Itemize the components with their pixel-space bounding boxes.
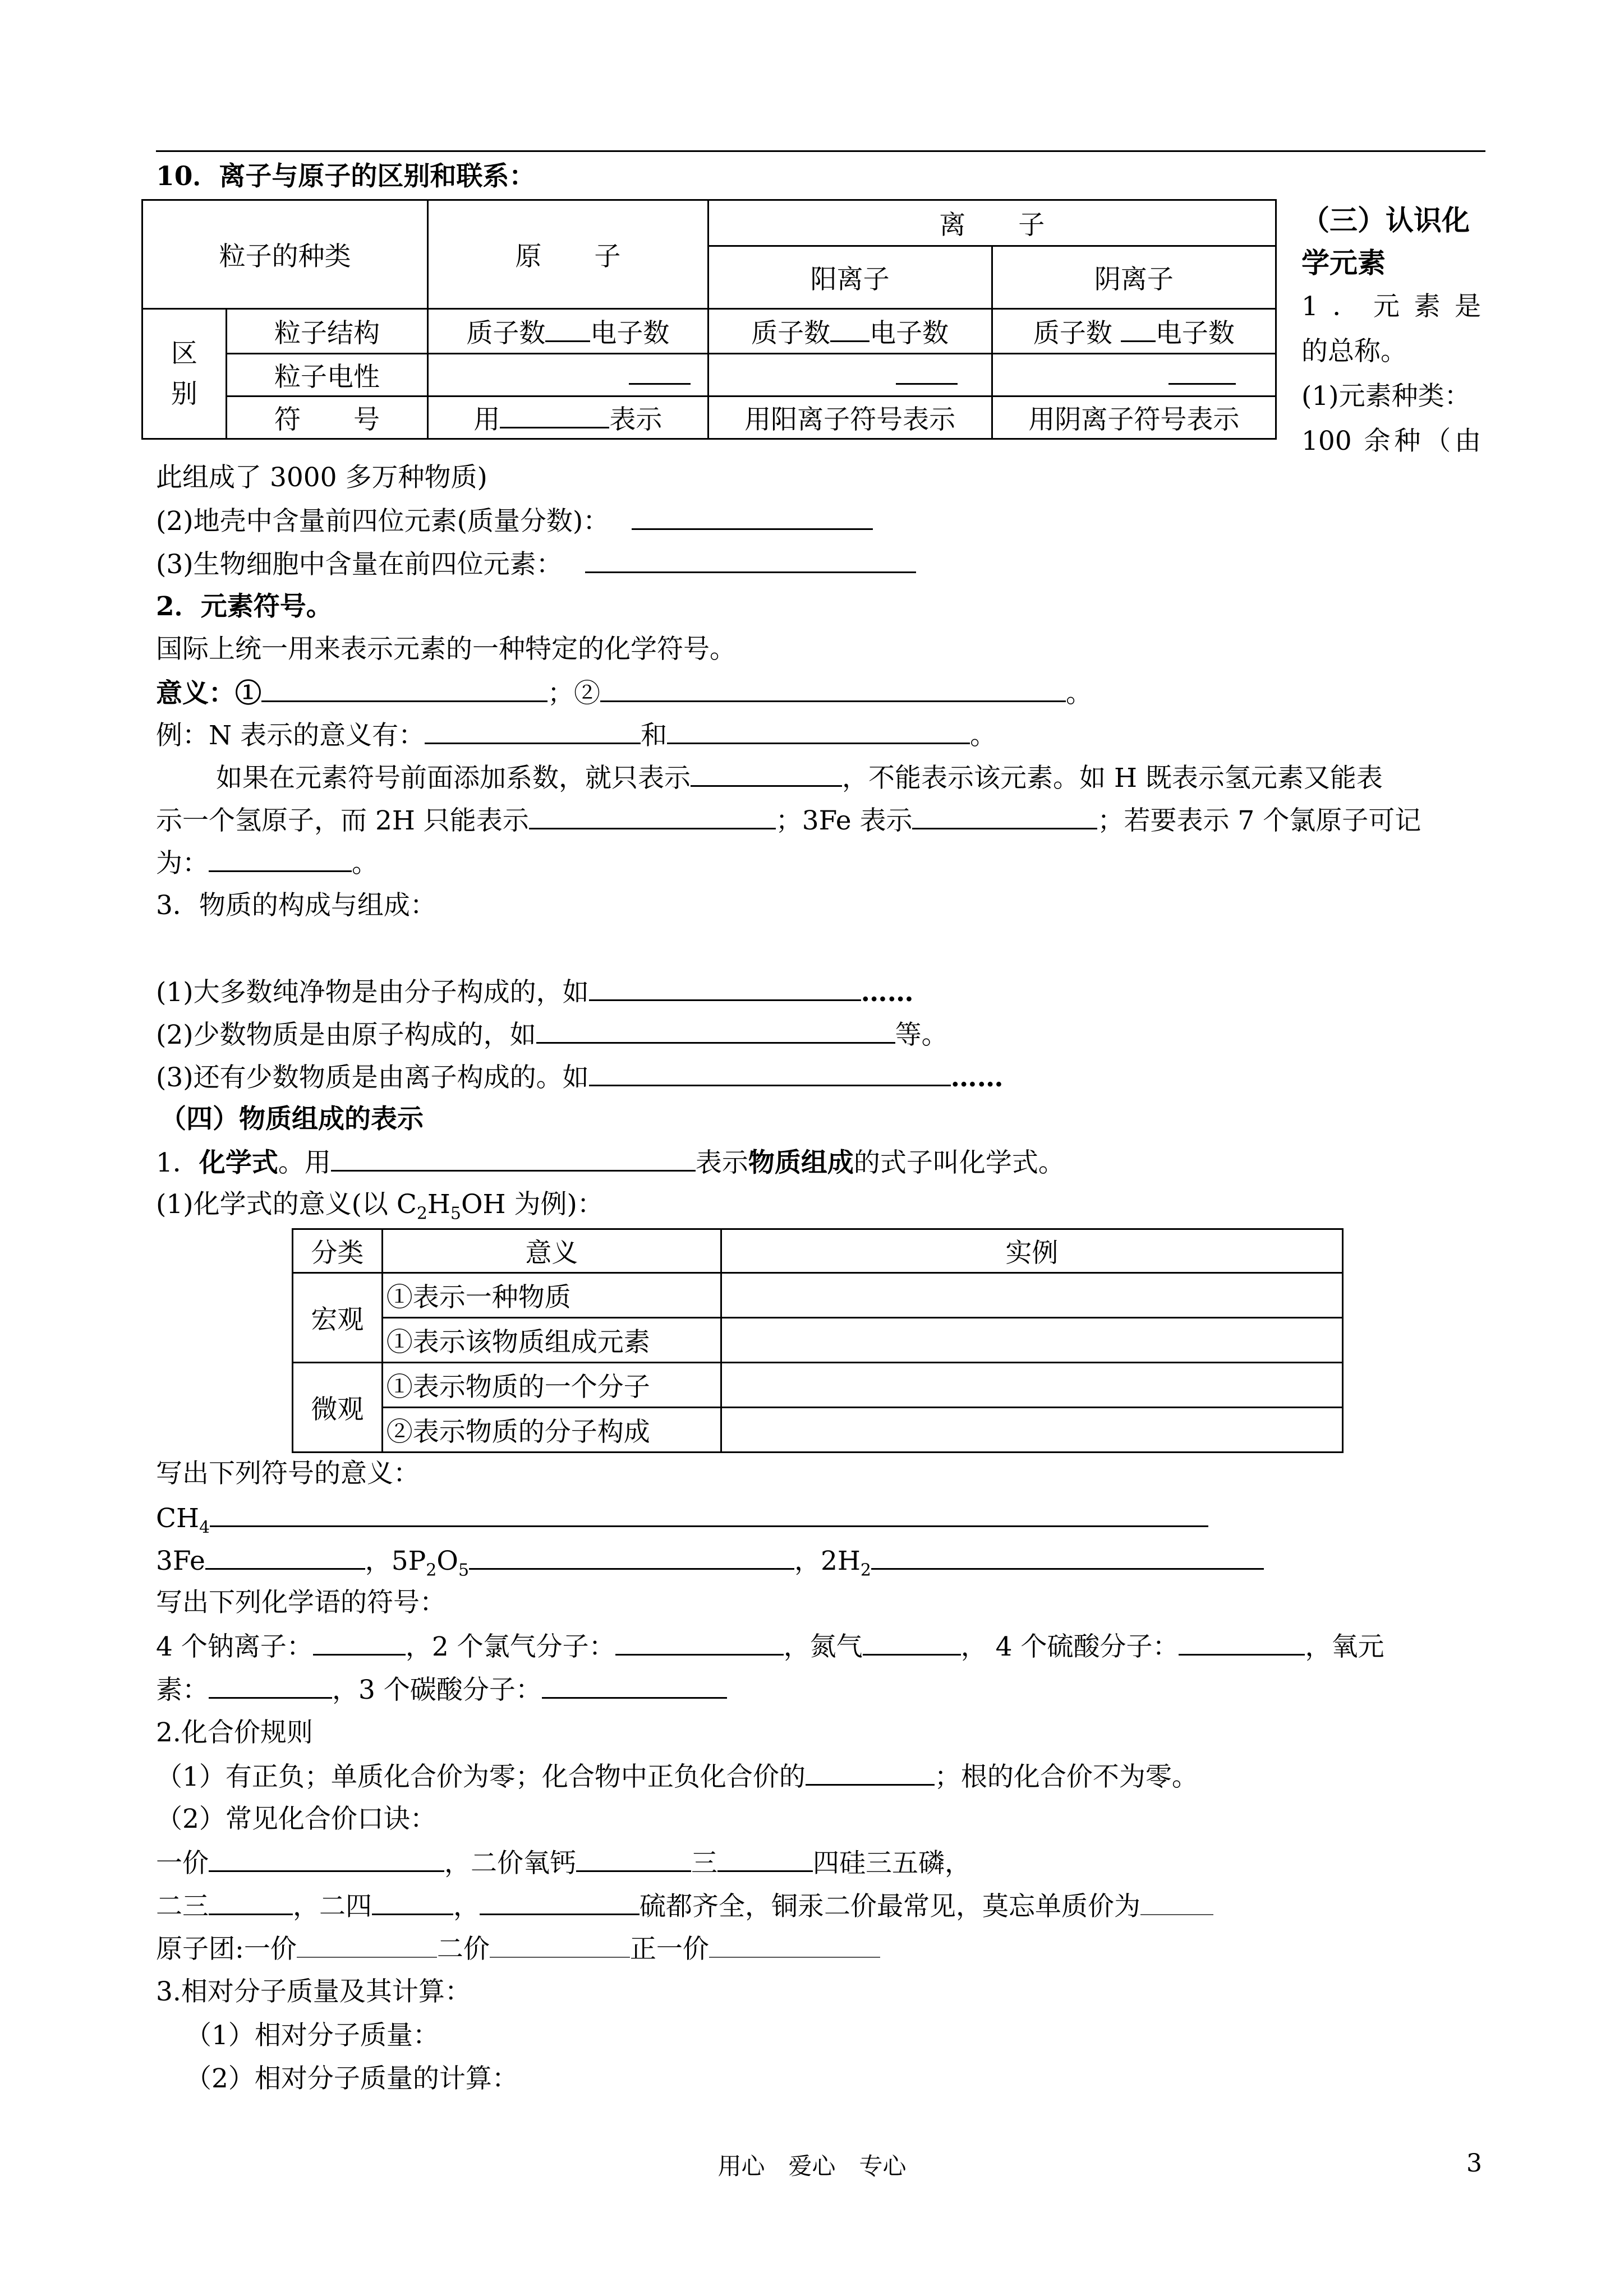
line-10: 为： 。 (156, 846, 378, 880)
cell-cation-charge (708, 354, 992, 397)
t2-row-meaning: ①表示一种物质 (382, 1273, 721, 1318)
line-m15: （2）相对分子质量的计算： (185, 2063, 518, 2094)
section-10-title: 10．离子与原子的区别和联系： (156, 161, 536, 192)
header-anion: 阴离子 (992, 246, 1276, 309)
line-m12: 原子团:一价 二价 正一价 (156, 1932, 880, 1966)
side-column (1301, 199, 1481, 464)
cell-anion-symbol: 用阴离子符号表示 (992, 397, 1276, 439)
row-group-difference: 区 别 (142, 309, 227, 439)
header-rule (156, 150, 1485, 152)
line-m03: 3Fe ，$5P_2O_5$ ，$2H_2$ (156, 1543, 1264, 1587)
side-line-1b: 的总称。 (1301, 336, 1407, 367)
line-m10: 一价 ，二价氧钙 三 四硅三五磷， (156, 1846, 971, 1880)
line-16: 1．化学式。用 表示物质组成的式子叫化学式。 (156, 1145, 1065, 1180)
t2-row-example (721, 1318, 1342, 1363)
line-3: (3)生物细胞中含量在前四位元素： (156, 547, 916, 582)
line-17: (1)化学式的意义(以 $C_2H_5OH$ 为例)： (156, 1189, 604, 1224)
t2-row-meaning: ②表示物质的分子构成 (382, 1408, 721, 1453)
cell-anion-structure: 质子数 电子数 (992, 309, 1276, 354)
line-9: 示一个氢原子，而 2H 只能表示 ；3Fe 表示 ；若要表示 7 个氯原子可记 (156, 803, 1421, 838)
line-m14: （1）相对分子质量： (185, 2020, 439, 2051)
valence-rules-heading: 2.化合价规则 (156, 1717, 313, 1748)
line-m02: $CH_4$ (156, 1501, 1208, 1545)
cell-atom-charge (428, 354, 708, 397)
line-m11: 二三 ，二四 ， 硫都齐全，铜汞二价最常见，莫忘单质价为 (156, 1889, 1213, 1924)
t2-row-meaning: ①表示该物质组成元素 (382, 1318, 721, 1363)
line-1: 此组成了 3000 多万种物质) (156, 462, 487, 493)
composition-heading: 3．物质的构成与组成： (156, 890, 436, 921)
cell-anion-charge (992, 354, 1276, 397)
line-5: 国际上统一用来表示元素的一种特定的化学符号。 (156, 634, 736, 665)
line-m06: 素： ，3 个碳酸分子： (156, 1672, 727, 1707)
cell-atom-structure: 质子数 电子数 (428, 309, 708, 354)
side-heading: （三）认识化学元素 (1301, 204, 1470, 279)
cell-cation-structure: 质子数 电子数 (708, 309, 992, 354)
molecular-mass-heading: 3.相对分子质量及其计算： (156, 1976, 471, 2007)
t2-header-example: 实例 (721, 1229, 1342, 1273)
line-13: (2)少数物质是由原子构成的，如 等。 (156, 1017, 948, 1052)
t2-row-example (721, 1408, 1342, 1453)
t2-header-category: 分类 (293, 1229, 383, 1273)
footer-slogan: 用心 爱心 专心 (717, 2152, 907, 2180)
line-m04: 写出下列化学语的符号： (156, 1587, 446, 1618)
header-atom: 原 子 (428, 200, 708, 309)
line-m09: （2）常见化合价口诀： (156, 1804, 436, 1834)
section-4-heading: （四）物质组成的表示 (160, 1104, 424, 1135)
row-label-symbol: 符 号 (226, 397, 427, 439)
line-8: 如果在元素符号前面添加系数，就只表示 ，不能表示该元素。如 H 既表示氢元素又能表 (216, 760, 1383, 795)
row-label-charge: 粒子电性 (226, 354, 427, 397)
cell-cation-symbol: 用阳离子符号表示 (708, 397, 992, 439)
line-m08: （1）有正负；单质化合价为零；化合物中正负化合价的 ；根的化合价不为零。 (156, 1759, 1198, 1794)
t2-group-micro: 微观 (293, 1363, 383, 1453)
header-cation: 阳离子 (708, 246, 992, 309)
element-symbol-heading: 2．元素符号。 (156, 591, 333, 622)
header-particle-type: 粒子的种类 (142, 200, 428, 309)
formula-meaning-table (292, 1228, 1344, 1453)
header-ion: 离 子 (708, 200, 1276, 246)
t2-row-meaning: ①表示物质的一个分子 (382, 1363, 721, 1408)
t2-row-example (721, 1273, 1342, 1318)
t2-group-macro: 宏观 (293, 1273, 383, 1363)
side-line-3: 100 余种（由 (1301, 426, 1481, 457)
line-m01: 写出下列符号的意义： (156, 1458, 420, 1489)
side-line-1a: 1．元素是 (1301, 291, 1481, 322)
side-line-2: (1)元素种类： (1301, 381, 1471, 412)
t2-header-meaning: 意义 (382, 1229, 721, 1273)
row-label-structure: 粒子结构 (226, 309, 427, 354)
line-m05: 4 个钠离子： ，2 个氯气分子： ，氮气 ， 4 个硫酸分子： ，氧元 (156, 1629, 1384, 1664)
line-2: (2)地壳中含量前四位元素(质量分数)： (156, 504, 873, 538)
line-meaning: 意义：① ；② 。 (156, 676, 1092, 711)
cell-atom-symbol: 用 表示 (428, 397, 708, 439)
line-14: (3)还有少数物质是由离子构成的。如 …… (156, 1060, 1004, 1095)
t2-row-example (721, 1363, 1342, 1408)
page-number: 3 (1466, 2149, 1482, 2178)
line-12: (1)大多数纯净物是由分子构成的，如 …… (156, 975, 914, 1009)
line-example: 例：N 表示的意义有： 和 。 (156, 718, 996, 753)
ion-atom-table (141, 199, 1277, 440)
